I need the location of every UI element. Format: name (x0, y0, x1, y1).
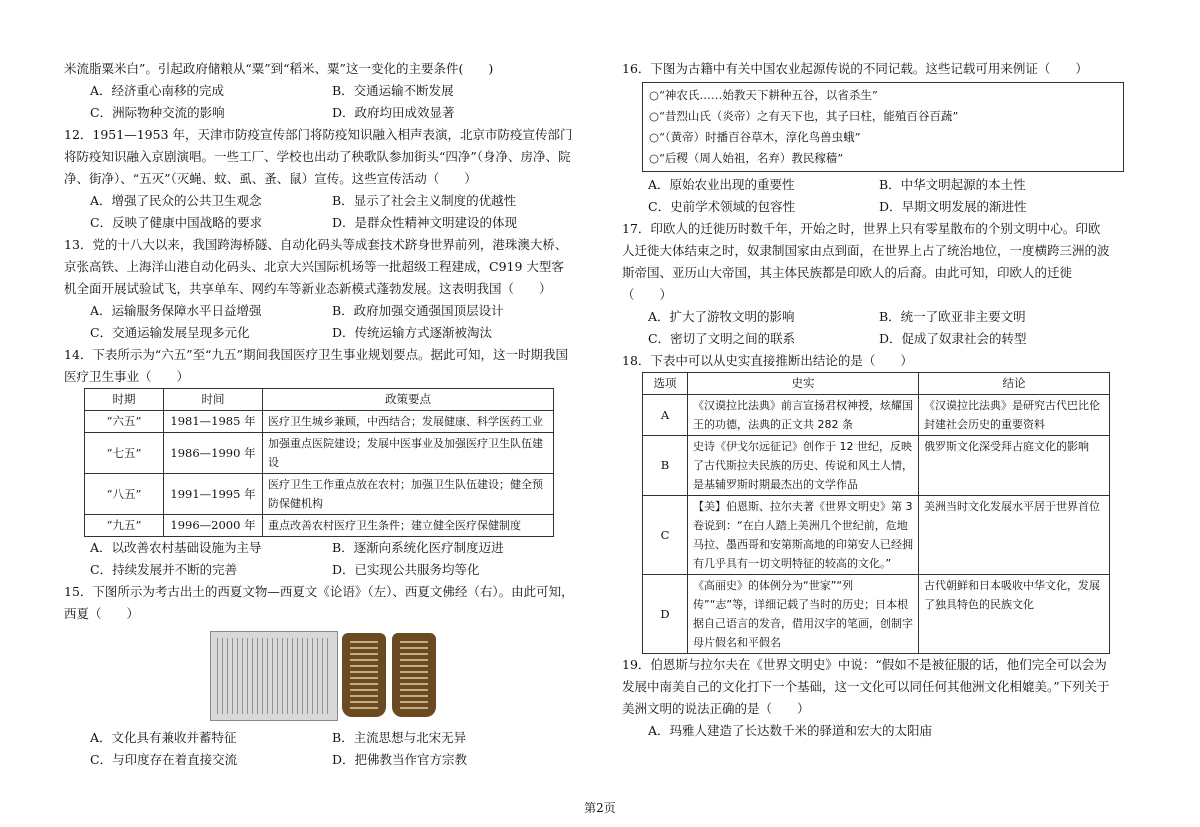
table-cell: “六五” (85, 411, 164, 433)
option-c: C．史前学术领域的包容性 (648, 199, 796, 214)
option-d: D．早期文明发展的渐进性 (879, 199, 1027, 214)
question-stem: 12．1951—1953 年，天津市防疫宣传部门将防疫知识融入相声表演，北京市防疫宣传部门将防疫知识融入京剧演唱。一些工厂、学校也出动了秧歌队参加街头“四净”（身净、房净、院净、街净）、“五灭”（灭蝇、蚊、虱、蚤、鼠）宣传。这些宣传活动（ ） (64, 127, 573, 186)
xixia-analects-image (210, 631, 338, 721)
question-13 (64, 234, 574, 344)
option-c: C．反映了健康中国战略的要求 (90, 215, 263, 230)
table-cell: 古代朝鲜和日本吸收中华文化，发展了独具特色的民族文化 (919, 575, 1110, 654)
quote: ○“神农氏……始教天下耕种五谷，以省杀生” (649, 88, 878, 102)
table-cell: 【美】伯恩斯、拉尔夫著《世界文明史》第 3 卷说到：“在白人踏上美洲几个世纪前，危地马拉、墨西哥和安第斯高地的印第安人已经拥有几乎具有一切文明特征的较高的文化。” (688, 496, 919, 575)
question-stem: 米流脂粟米白”。引起政府储粮从“粟”到“稻米、粟”这一变化的主要条件( ) (64, 61, 494, 76)
question-16 (622, 58, 1110, 218)
options (622, 174, 1110, 218)
question-stem: 14．下表所示为“六五”至“九五”期间我国医疗卫生事业规划要点。据此可知，这一时期我国医疗卫生事业（ ） (64, 347, 568, 384)
option-a: A．增强了民众的公共卫生观念 (90, 193, 262, 208)
table-cell: “九五” (85, 515, 164, 537)
option-a: A．经济重心南移的完成 (90, 83, 225, 98)
table-cell: 美洲当时文化发展水平居于世界首位 (919, 496, 1110, 575)
table-header: 时间 (164, 389, 263, 411)
xixia-sutra-image-left (342, 633, 386, 717)
table-cell: 医疗卫生工作重点放在农村；加强卫生队伍建设；健全预防保健机构 (263, 474, 554, 515)
question-14 (64, 344, 574, 581)
option-d: D．已实现公共服务均等化 (332, 562, 480, 577)
table-cell: 《汉谟拉比法典》前言宣扬君权神授，炫耀国王的功德，法典的正文共 282 条 (688, 395, 919, 436)
table-cell: 1991—1995 年 (164, 474, 263, 515)
table-cell: 1981—1985 年 (164, 411, 263, 433)
quote: ○“后稷（周人始祖，名弃）教民稼穑” (649, 151, 844, 165)
option-c: C．密切了文明之间的联系 (648, 331, 796, 346)
question-17 (622, 218, 1110, 350)
option-b: B．显示了社会主义制度的优越性 (332, 193, 517, 208)
table-row (85, 474, 554, 515)
option-a: A．文化具有兼收并蓄特征 (90, 730, 237, 745)
option-b: B．中华文明起源的本土性 (879, 177, 1026, 192)
table-cell: “八五” (85, 474, 164, 515)
table-header: 史实 (688, 373, 919, 395)
healthcare-plan-table (84, 388, 554, 537)
question-stem: 15．下图所示为考古出土的西夏文物—西夏文《论语》（左）、西夏文佛经（右）。由此可知，西夏（ ） (64, 584, 574, 621)
table-header-row (85, 389, 554, 411)
table-row (643, 575, 1110, 654)
table-row (643, 496, 1110, 575)
history-conclusion-table (642, 372, 1110, 654)
quote: ○“（黄帝）时播百谷草木，淳化鸟兽虫蛾” (649, 130, 861, 144)
table-cell: “七五” (85, 433, 164, 474)
question-15 (64, 581, 574, 771)
option-b: B．政府加强交通强国顶层设计 (332, 303, 504, 318)
option-a: A．玛雅人建造了长达数千米的驿道和宏大的太阳庙 (648, 723, 933, 738)
table-cell: 1986—1990 年 (164, 433, 263, 474)
option-d: D．传统运输方式逐渐被淘汰 (332, 325, 493, 340)
options (622, 306, 1110, 350)
quote: ○“昔烈山氏（炎帝）之有天下也，其子曰柱，能殖百谷百蔬” (649, 109, 959, 123)
question-stem: 16．下图为古籍中有关中国农业起源传说的不同记载。这些记载可用来例证（ ） (622, 61, 1088, 76)
question-stem: 19．伯恩斯与拉尔夫在《世界文明史》中说：“假如不是被征服的话，他们完全可以会为发展中南美自己的文化打下一个基础，这一文化可以同任何其他洲文化相媲美。”下列关于美洲文明的说法正确的是（ ） (622, 657, 1110, 716)
right-column (622, 58, 1110, 742)
table-header: 选项 (643, 373, 688, 395)
quote-box (642, 82, 1124, 172)
page-number: 第2页 (584, 801, 616, 815)
option-c: C．洲际物种交流的影响 (90, 105, 225, 120)
table-cell: 史诗《伊戈尔远征记》创作于 12 世纪，反映了古代斯拉夫民族的历史、传说和风土人情，是基辅罗斯时期最杰出的文学作品 (688, 436, 919, 496)
xixia-sutra-image-right (392, 633, 436, 717)
table-row (85, 433, 554, 474)
option-d: D．促成了奴隶社会的转型 (879, 331, 1027, 346)
options (64, 300, 574, 344)
table-row (643, 395, 1110, 436)
table-cell: 医疗卫生城乡兼顾，中西结合；发展健康、科学医药工业 (263, 411, 554, 433)
question-18 (622, 350, 1110, 654)
table-cell: 1996—2000 年 (164, 515, 263, 537)
table-cell: D (643, 575, 688, 654)
option-a: A．扩大了游牧文明的影响 (648, 309, 795, 324)
question-11 (64, 58, 574, 124)
question-12 (64, 124, 574, 234)
options (64, 80, 574, 124)
question-stem: 18．下表中可以从史实直接推断出结论的是（ ） (622, 353, 913, 368)
left-column (64, 58, 574, 771)
options (64, 727, 574, 771)
table-header-row (643, 373, 1110, 395)
table-cell: 加强重点医院建设；发展中医事业及加强医疗卫生队伍建设 (263, 433, 554, 474)
option-d: D．政府均田成效显著 (332, 105, 455, 120)
option-a: A．原始农业出现的重要性 (648, 177, 795, 192)
question-stem: 17．印欧人的迁徙历时数千年，开始之时，世界上只有零星散布的个别文明中心。印欧人迁徙大体结束之时，奴隶制国家由点到面，在世界上占了统治地位，一度横跨三洲的波斯帝国、亚历山大帝国，其主体民族都是印欧人的后裔。由此可知，印欧人的迁徙（ ） (622, 221, 1110, 302)
table-cell: B (643, 436, 688, 496)
option-c: C．持续发展并不断的完善 (90, 562, 238, 577)
option-a: A．以改善农村基础设施为主导 (90, 540, 262, 555)
option-c: C．与印度存在着直接交流 (90, 752, 238, 767)
table-header: 政策要点 (263, 389, 554, 411)
table-header: 结论 (919, 373, 1110, 395)
table-header: 时期 (85, 389, 164, 411)
options (622, 720, 1110, 742)
table-row (85, 515, 554, 537)
option-d: D．是群众性精神文明建设的体现 (332, 215, 518, 230)
table-cell: 俄罗斯文化深受拜占庭文化的影响 (919, 436, 1110, 496)
option-b: B．交通运输不断发展 (332, 83, 454, 98)
table-cell: 《高丽史》的体例分为“世家”“列传”“志”等，详细记载了当时的历史；日本根据自己语言的发音，借用汉字的笔画，创制字母片假名和平假名 (688, 575, 919, 654)
table-cell: C (643, 496, 688, 575)
table-row (85, 411, 554, 433)
option-d: D．把佛教当作官方宗教 (332, 752, 468, 767)
option-a: A．运输服务保障水平日益增强 (90, 303, 262, 318)
relic-images (64, 631, 574, 723)
options (64, 537, 574, 581)
question-19 (622, 654, 1110, 742)
option-b: B．主流思想与北宋无异 (332, 730, 467, 745)
table-cell: 重点改善农村医疗卫生条件；建立健全医疗保健制度 (263, 515, 554, 537)
question-stem: 13．党的十八大以来，我国跨海桥隧、自动化码头等成套技术跻身世界前列，港珠澳大桥、京张高铁、上海洋山港自动化码头、北京大兴国际机场等一批超级工程建成，C919 大型客机全面开展试验试飞，共享单车、网约车等新业态新模式蓬勃发展。这表明我国（ ） (64, 237, 568, 296)
table-row (643, 436, 1110, 496)
option-b: B．逐渐向系统化医疗制度迈进 (332, 540, 504, 555)
option-b: B．统一了欧亚非主要文明 (879, 309, 1026, 324)
options (64, 190, 574, 234)
option-c: C．交通运输发展呈现多元化 (90, 325, 250, 340)
table-cell: A (643, 395, 688, 436)
table-cell: 《汉谟拉比法典》是研究古代巴比伦封建社会历史的重要资料 (919, 395, 1110, 436)
